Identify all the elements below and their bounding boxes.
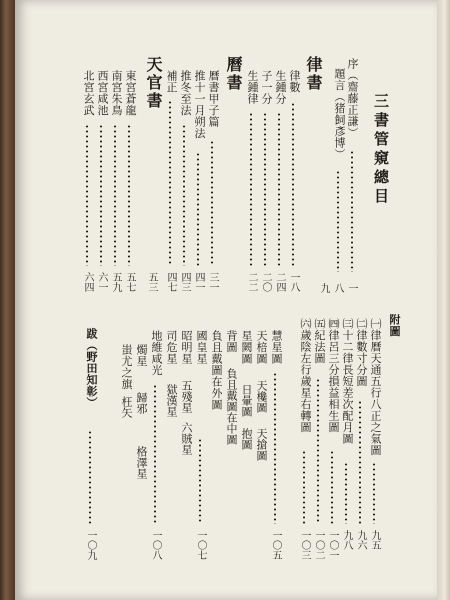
leader-dots bbox=[303, 450, 305, 524]
toc-entry: 負且戴圖在外圖 bbox=[210, 330, 223, 411]
toc-page: 一〇二 bbox=[313, 530, 324, 560]
toc-subentry: 歸邪 bbox=[135, 392, 148, 414]
toc-entry: 蚩尤之旗 bbox=[120, 344, 133, 390]
leader-dots bbox=[264, 112, 266, 266]
toc-entry: 司危星 bbox=[165, 330, 178, 365]
toc-subentry: 五殘星 bbox=[180, 380, 193, 413]
leader-dots bbox=[183, 124, 185, 266]
leader-dots bbox=[373, 462, 375, 524]
leader-dots bbox=[197, 152, 199, 266]
leader-dots bbox=[317, 378, 319, 524]
toc-page: 一〇八 bbox=[150, 530, 161, 560]
toc-page: 九五 bbox=[369, 530, 380, 550]
toc-page: 六一 bbox=[96, 272, 107, 292]
toc-entry: 跋（野田知彰） bbox=[85, 328, 98, 409]
toc-entry: 地維咸光 bbox=[150, 330, 163, 376]
toc-page: 一〇九 bbox=[85, 530, 96, 560]
toc-page: 二〇 bbox=[260, 272, 271, 292]
toc-page: 二二 bbox=[246, 272, 257, 292]
toc-entry: 生鍾律 bbox=[246, 70, 259, 105]
toc-entry: 子一分 bbox=[260, 70, 273, 105]
toc-subentry: 六賊星 bbox=[180, 422, 193, 455]
toc-entry: 曆書甲子篇 bbox=[207, 70, 220, 128]
toc-entry: ㈥歲陰左行歲星右轉圖 bbox=[299, 318, 312, 433]
toc-subentry: 格澤星 bbox=[135, 446, 148, 479]
appendix-heading: 附圖 bbox=[388, 314, 401, 337]
toc-page: 一〇三 bbox=[299, 530, 310, 560]
toc-entry: 國皇星 bbox=[195, 330, 208, 365]
toc-page: 四七 bbox=[165, 272, 176, 292]
page-title: 三書管窺總目 bbox=[372, 93, 390, 207]
toc-entry: 生鍾分 bbox=[274, 70, 287, 105]
toc-entry: 西宮咸池 bbox=[96, 70, 109, 116]
toc-page: 九八 bbox=[341, 530, 352, 550]
toc-subentry: 負且戴圖在中圖 bbox=[225, 368, 238, 445]
toc-entry: 背圖 bbox=[225, 330, 238, 353]
toc-page: 六四 bbox=[82, 272, 93, 292]
toc-page: 一〇五 bbox=[270, 530, 281, 560]
toc-entry: 天棓圖 bbox=[255, 330, 268, 365]
toc-page: 一〇七 bbox=[195, 530, 206, 560]
leader-dots bbox=[169, 100, 171, 266]
toc-entry: ㈠律曆天通五行八正之氣圖 bbox=[369, 318, 382, 456]
toc-entry-foreword: 題言（猪飼彥博） bbox=[333, 68, 346, 160]
toc-page: 五七 bbox=[124, 272, 135, 292]
toc-entry: ㈤紀法圖 bbox=[313, 318, 326, 364]
leader-dots bbox=[345, 462, 347, 524]
leader-dots bbox=[278, 112, 280, 266]
toc-page: 二四 bbox=[274, 272, 285, 292]
toc-subentry: 枉矢 bbox=[120, 396, 133, 418]
leader-dots bbox=[359, 400, 361, 524]
toc-page: 一 bbox=[346, 283, 357, 293]
toc-entry: 慧星圖 bbox=[270, 330, 283, 365]
toc-entry: 推冬至法 bbox=[179, 70, 192, 116]
leader-dots bbox=[128, 124, 130, 266]
toc-entry: 東宮蒼龍 bbox=[124, 70, 137, 116]
toc-subentry: 天搶圖 bbox=[255, 428, 268, 461]
leader-dots bbox=[114, 124, 116, 266]
toc-entry: 南宮朱鳥 bbox=[110, 70, 123, 116]
leader-dots bbox=[351, 150, 353, 272]
leader-dots bbox=[250, 112, 252, 266]
toc-page: 九六 bbox=[355, 530, 366, 550]
toc-entry: 補正 bbox=[165, 70, 178, 93]
toc-subentry: 日暈圖 bbox=[240, 384, 253, 417]
toc-page: 五三 bbox=[146, 272, 157, 292]
book-spine bbox=[0, 0, 15, 600]
page-edge bbox=[437, 0, 450, 600]
leader-dots bbox=[154, 384, 156, 524]
leader-dots bbox=[211, 140, 213, 266]
toc-entry: ㈣律呂三分損益相生圖 bbox=[327, 318, 340, 433]
toc-page: 一〇一 bbox=[327, 530, 338, 560]
leader-dots bbox=[292, 102, 294, 266]
toc-subentry: 抱圖 bbox=[240, 428, 253, 450]
toc-page: 三一 bbox=[207, 272, 218, 292]
toc-page: 八 bbox=[332, 283, 343, 293]
leader-dots bbox=[100, 124, 102, 266]
toc-entry: 北宮玄武 bbox=[82, 70, 95, 116]
toc-page: 四三 bbox=[179, 272, 190, 292]
toc-entry-preface: 序（齋藤正謙） bbox=[346, 58, 359, 139]
toc-entry: 昭明星 bbox=[180, 330, 193, 365]
toc-entry: 律數 bbox=[288, 70, 301, 93]
toc-entry: 星闕圖 bbox=[240, 330, 253, 365]
toc-entry: 推十一月朔法 bbox=[193, 70, 206, 139]
leader-dots bbox=[86, 124, 88, 266]
leader-dots bbox=[274, 372, 276, 524]
toc-page: 四一 bbox=[193, 272, 204, 292]
section-heading-tianguanshu: 天官書 bbox=[144, 56, 163, 110]
toc-page: 九 bbox=[318, 283, 329, 293]
leader-dots bbox=[199, 438, 201, 524]
toc-entry: ㈢十二律長短差次配月圖 bbox=[341, 318, 354, 445]
toc-entry: ㈡律數寸分圖 bbox=[355, 318, 368, 387]
section-heading-lishu: 曆書 bbox=[224, 56, 243, 92]
leader-dots bbox=[337, 170, 339, 272]
leader-dots bbox=[89, 430, 91, 524]
leader-dots bbox=[331, 450, 333, 524]
toc-page: 一八 bbox=[288, 272, 299, 292]
toc-subentry: 獄漢星 bbox=[165, 384, 178, 417]
toc-page: 五九 bbox=[110, 272, 121, 292]
toc-entry: 燭星 bbox=[135, 344, 148, 367]
section-heading-lushu: 律書 bbox=[304, 56, 323, 92]
toc-subentry: 天欃圖 bbox=[255, 380, 268, 413]
